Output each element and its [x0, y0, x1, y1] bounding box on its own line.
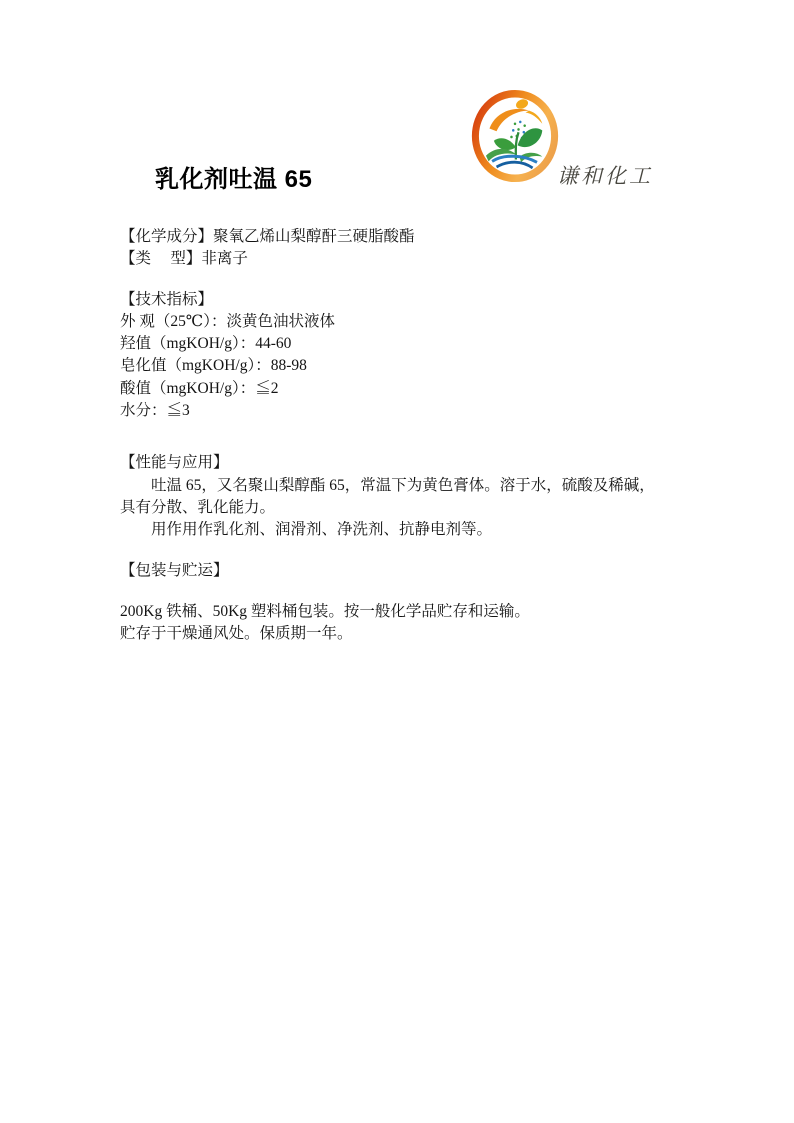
document-body [120, 226, 710, 645]
appearance-spec: 外 观（25℃）：淡黄色油状液体 [120, 312, 335, 330]
performance-text-line: 具有分散、乳化能力。 [120, 498, 276, 516]
logo-person-icon [489, 109, 529, 131]
tech-specs-heading: 【技术指标】 [120, 290, 214, 308]
type-line: 【类 型】非离子 [120, 250, 248, 268]
brand-name: 谦和化工 [557, 164, 653, 188]
performance-text-line: 用作用作乳化剂、润滑剂、净洗剂、抗静电剂等。 [151, 521, 493, 539]
company-logo [471, 88, 686, 193]
page-title: 乳化剂吐温 65 [155, 166, 313, 193]
performance-heading: 【性能与应用】 [120, 454, 229, 472]
moisture-spec: 水分：≦3 [120, 402, 190, 420]
logo-waves-icon [492, 156, 537, 168]
packaging-text-line: 贮存于干燥通风处。保质期一年。 [120, 625, 353, 643]
saponification-value-spec: 皂化值（mgKOH/g）：88-98 [120, 357, 307, 375]
company-logo-icon [471, 89, 559, 183]
packaging-text-line: 200Kg 铁桶、50Kg 塑料桶包装。按一般化学品贮存和运输。 [120, 602, 530, 620]
hydroxyl-value-spec: 羟值（mgKOH/g）：44-60 [120, 335, 292, 353]
performance-text-line: 吐温 65，又名聚山梨醇酯 65，常温下为黄色膏体。溶于水，硫酸及稀碱， [151, 476, 655, 494]
logo-ring [475, 94, 554, 179]
chemical-composition-line: 【化学成分】聚氧乙烯山梨醇酐三硬脂酸酯 [120, 228, 415, 245]
acid-value-spec: 酸值（mgKOH/g）：≦2 [120, 379, 279, 397]
packaging-heading: 【包装与贮运】 [120, 561, 229, 579]
